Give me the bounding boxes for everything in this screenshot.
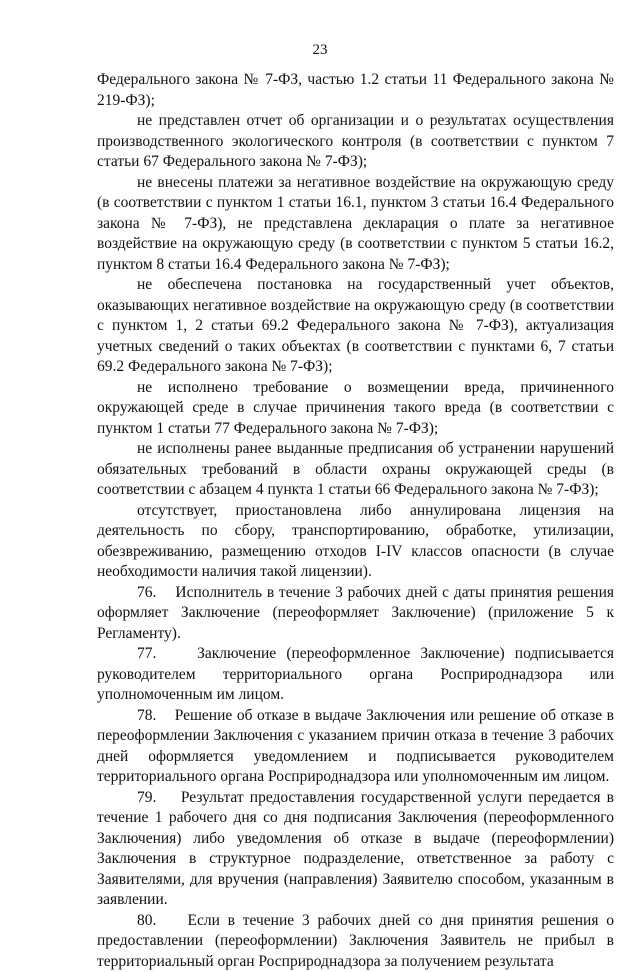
paragraph (97, 644, 614, 706)
paragraph-number: 79. (137, 789, 181, 806)
paragraph (97, 583, 614, 645)
paragraph-number: 77. (137, 645, 197, 662)
paragraph-text: не внесены платежи за негативное воздействие на окружающую среду (в соответствии с пунктом 1 статьи 16.1, пунктом 3 статьи 16.4 Федерального закона № 7-ФЗ), не представлена декларация о плате за негативное воздействие на окружающую среду (в соответствии с пунктом 5 статьи 16.2, пунктом 8 статьи 16.4 Федерального закона № 7-ФЗ); (97, 174, 614, 273)
paragraph-text: Решение об отказе в выдаче Заключения или решение об отказе в переоформлении Заключения с указанием причин отказа в течение 3 рабочих дней оформляется уведомлением и подписывается руководителем территориального органа Росприроднадзора или уполномоченным им лицом. (97, 707, 614, 786)
paragraph-text: Если в течение 3 рабочих дней со дня принятия решения о предоставлении (переоформлении) Заключения Заявитель не прибыл в территориальный орган Росприроднадзора за получением результата (97, 912, 614, 970)
paragraph-text: Исполнитель в течение 3 рабочих дней с даты принятия решения оформляет Заключение (переоформляет Заключение) (приложение 5 к Регламенту). (97, 584, 614, 642)
paragraph-number: 78. (137, 707, 175, 724)
paragraph-text: не обеспечена постановка на государственный учет объектов, оказывающих негативное воздействие на окружающую среду (в соответствии с пунктом 1, 2 статьи 69.2 Федерального закона № 7-ФЗ), актуализация учетных сведений о таких объектах (в соответствии с пунктами 6, 7 статьи 69.2 Федерального закона № 7-ФЗ); (97, 276, 614, 375)
paragraph-text: не представлен отчет об организации и о результатах осуществления производственного экологического контроля (в соответствии с пунктом 7 статьи 67 Федерального закона № 7-ФЗ); (97, 112, 614, 170)
paragraph-text: Заключение (переоформленное Заключение) подписывается руководителем территориального органа Росприроднадзора или уполномоченным им лицом. (97, 645, 614, 703)
paragraph-text: Федерального закона № 7-ФЗ, частью 1.2 статьи 11 Федерального закона № 219-ФЗ); (97, 71, 614, 109)
paragraph-text: не исполнено требование о возмещении вреда, причиненного окружающей среде в случае причинения такого вреда (в соответствии с пунктом 1 статьи 77 Федерального закона № 7-ФЗ); (97, 379, 614, 437)
paragraph (97, 788, 614, 911)
paragraph-number: 76. (137, 584, 175, 601)
paragraph (97, 911, 614, 972)
paragraph (97, 275, 614, 378)
paragraph (97, 173, 614, 276)
document-body (97, 70, 614, 972)
paragraph (97, 501, 614, 583)
paragraph (97, 706, 614, 788)
paragraph-number: 80. (137, 912, 187, 929)
paragraph (97, 70, 614, 111)
paragraph-text: Результат предоставления государственной услуги передается в течение 1 рабочего дня со дня подписания Заключения (переоформленного Заключения) либо уведомления об отказе в выдаче (переоформлении) Заключения в структурное подразделение, ответственное за работу с Заявителями, для вручения (направления) Заявителю способом, указанным в заявлении. (97, 789, 614, 909)
paragraph-text: не исполнены ранее выданные предписания об устранении нарушений обязательных требований в области охраны окружающей среды (в соответствии с абзацем 4 пункта 1 статьи 66 Федерального закона № 7-ФЗ); (97, 440, 614, 498)
paragraph (97, 439, 614, 501)
paragraph (97, 378, 614, 440)
page-number: 23 (0, 40, 640, 61)
paragraph (97, 111, 614, 173)
paragraph-text: отсутствует, приостановлена либо аннулирована лицензия на деятельность по сбору, транспортированию, обработке, утилизации, обезвреживанию, размещению отходов I-IV классов опасности (в случае необходимости наличия такой лицензии). (97, 502, 614, 581)
